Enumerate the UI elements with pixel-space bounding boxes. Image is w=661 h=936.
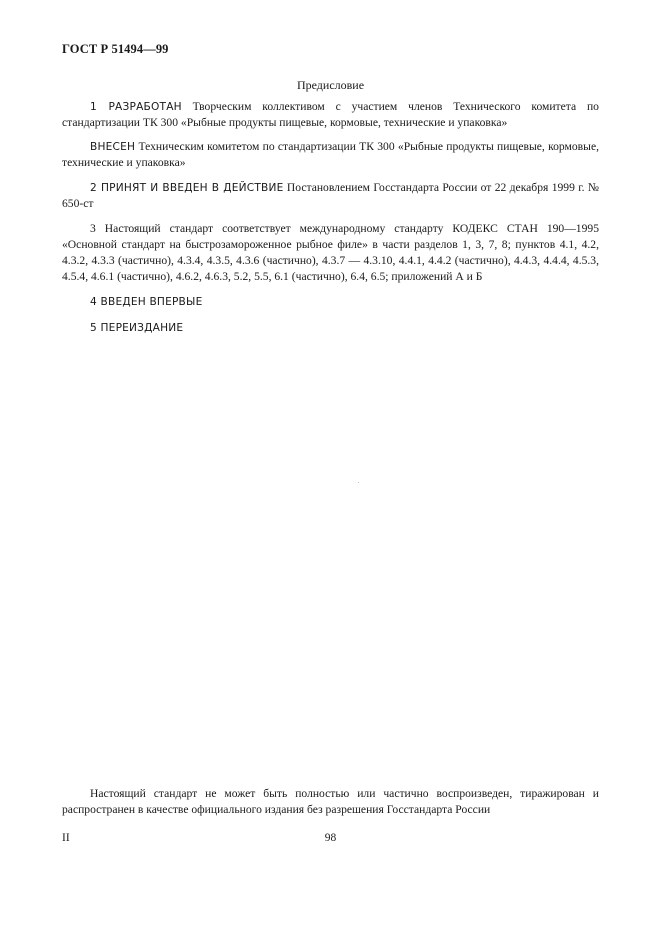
developed-text: Творческим коллективом с участием членов Технического комитета по стандартизации ТК 300 «Рыбные продукты пищевые, кормовые, технические и упаковка» <box>62 100 599 129</box>
roman-page-number: II <box>62 832 70 844</box>
paragraph-developed <box>62 99 599 131</box>
scan-speck <box>358 482 359 483</box>
document-code: ГОСТ Р 51494—99 <box>62 42 169 56</box>
preface-body <box>62 99 599 346</box>
paragraph-conformity: 3 Настоящий стандарт соответствует международному стандарту КОДЕКС СТАН 190—1995 «Основной стандарт на быстрозамороженное рыбное филе» в части разделов 1, 3, 7, 8; пунктов 4.1, 4.2, 4.3.2, 4.3.3 (частично), 4.3.4, 4.3.5, 4.3.6 (частично), 4.3.7 — 4.3.10, 4.4.1, 4.4.2 (частично), 4.4.3, 4.4.4, 4.5.3, 4.5.4, 4.6.1 (частично), 4.6.2, 4.6.3, 5.2, 5.5, 6.1 (частично), 6.4, 6.5; приложений А и Б <box>62 222 599 283</box>
adopted-heading: 2 ПРИНЯТ И ВВЕДЕН В ДЕЙСТВИЕ <box>90 182 284 194</box>
paragraph-introduced <box>62 139 599 171</box>
adopted-text: Постановлением Госстандарта России от 22 декабря 1999 г. № 650-ст <box>62 181 599 210</box>
introduced-text: Техническим комитетом по стандартизации ТК 300 «Рыбные продукты пищевые, кормовые, технические и упаковка» <box>62 140 599 169</box>
paragraph-adopted <box>62 180 599 212</box>
preface-title: Предисловие <box>296 78 365 92</box>
copyright-notice: Настоящий стандарт не может быть полностью или частично воспроизведен, тиражирован и распространен в качестве официального издания без разрешения Госстандарта России <box>62 787 599 816</box>
reissue-heading: 5 ПЕРЕИЗДАНИЕ <box>90 322 184 334</box>
first-introduced-heading: 4 ВВЕДЕН ВПЕРВЫЕ <box>90 296 203 308</box>
paragraph-first-introduced <box>62 294 599 310</box>
developed-heading: 1 РАЗРАБОТАН <box>90 101 182 113</box>
paragraph-reissue <box>62 320 599 336</box>
page-number: 98 <box>324 832 337 844</box>
introduced-heading: ВНЕСЕН <box>90 141 136 153</box>
